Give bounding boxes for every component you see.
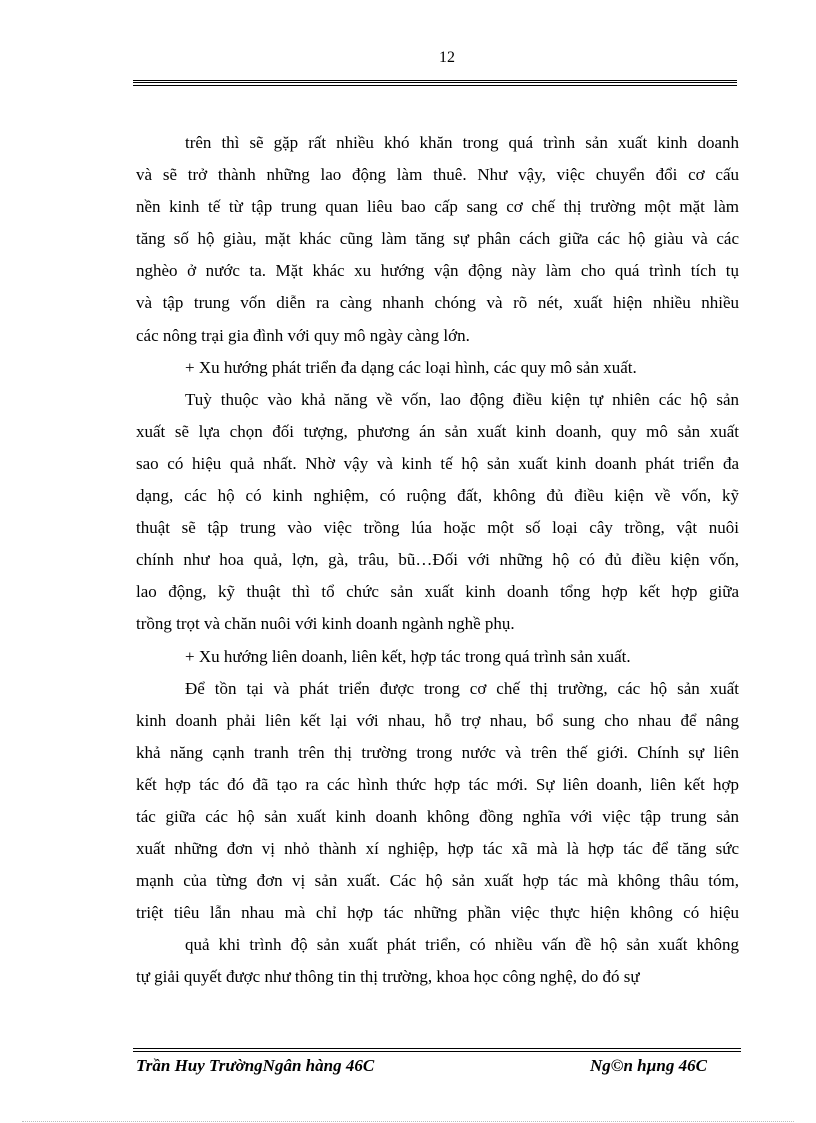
text-line: và tập trung vốn diễn ra càng nhanh chóng và rõ nét, xuất hiện nhiều nhiều: [136, 293, 739, 313]
text-line: lao động, kỹ thuật thì tổ chức sản xuất kinh doanh tổng hợp kết hợp giữa: [136, 582, 739, 602]
page-number: 12: [439, 49, 455, 66]
text-line: kết hợp tác đó đã tạo ra các hình thức hợp tác mới. Sự liên doanh, liên kết hợp: [136, 774, 739, 794]
body-text: [136, 127, 739, 994]
text-line: các nông trại gia đình với quy mô ngày càng lớn.: [136, 325, 470, 345]
header-rule: [133, 80, 737, 84]
text-line: khả năng cạnh tranh trên thị trường trong nước và trên thế giới. Chính sự liên: [136, 742, 739, 762]
text-line: Tuỳ thuộc vào khả năng về vốn, lao động điều kiện tự nhiên các hộ sản: [185, 389, 739, 409]
text-line: dạng, các hộ có kinh nghiệm, có ruộng đất, không đủ điều kiện về vốn, kỹ: [136, 486, 739, 506]
text-line: trồng trọt và chăn nuôi với kinh doanh ngành nghề phụ.: [136, 614, 515, 634]
footer-rule: [133, 1048, 741, 1049]
text-line: + Xu hướng phát triển đa dạng các loại hình, các quy mô sản xuất.: [185, 357, 637, 377]
text-line: tự giải quyết được như thông tin thị trường, khoa học công nghệ, do đó sự: [136, 967, 640, 987]
text-line: + Xu hướng liên doanh, liên kết, hợp tác trong quá trình sản xuất.: [185, 646, 631, 666]
text-line: trên thì sẽ gặp rất nhiều khó khăn trong quá trình sản xuất kinh doanh: [185, 133, 739, 152]
text-line: chính như hoa quả, lợn, gà, trâu, bũ…Đối với những hộ có đủ điều kiện vốn,: [136, 550, 739, 570]
footer-author: Trần Huy TrườngNgân hàng 46C: [136, 1056, 375, 1075]
text-line: triệt tiêu lẫn nhau mà chỉ hợp tác những phần việc thực hiện không có hiệu: [136, 903, 739, 923]
text-line: xuất sẽ lựa chọn đối tượng, phương án sản xuất kinh doanh, quy mô sản xuất: [136, 421, 739, 441]
text-line: sao có hiệu quả nhất. Nhờ vậy và kinh tế hộ sản xuất kinh doanh phát triển đa: [136, 453, 739, 473]
text-line: tăng số hộ giàu, mặt khác cũng làm tăng sự phân cách giữa các hộ giàu và các: [136, 229, 739, 249]
text-line: quả khi trình độ sản xuất phát triển, có nhiều vấn đề hộ sản xuất không: [185, 935, 739, 955]
text-line: xuất những đơn vị nhỏ thành xí nghiệp, hợp tác xã mà là hợp tác để tăng sức: [136, 839, 739, 859]
text-line: mạnh của từng đơn vị sản xuất. Các hộ sản xuất hợp tác mà không thâu tóm,: [136, 871, 739, 891]
text-line: và sẽ trở thành những lao động làm thuê. Như vậy, việc chuyển đổi cơ cấu: [136, 165, 739, 185]
text-line: nghèo ở nước ta. Mặt khác xu hướng vận động này làm cho quá trình tích tụ: [136, 261, 739, 281]
footer-department: Ng©n hµng 46C: [590, 1056, 707, 1075]
text-line: kinh doanh phải liên kết lại với nhau, hỗ trợ nhau, bổ sung cho nhau để nâng: [136, 710, 739, 730]
text-line: nền kinh tế từ tập trung quan liêu bao cấp sang cơ chế thị trường một mặt làm: [136, 197, 739, 217]
text-line: Để tồn tại và phát triển được trong cơ chế thị trường, các hộ sản xuất: [185, 678, 739, 698]
page-edge-divider: [22, 1121, 794, 1122]
text-line: tác giữa các hộ sản xuất kinh doanh không đồng nghĩa với việc tập trung sản: [136, 806, 739, 826]
text-line: thuật sẽ tập trung vào việc trồng lúa hoặc một số loại cây trồng, vật nuôi: [136, 518, 739, 538]
